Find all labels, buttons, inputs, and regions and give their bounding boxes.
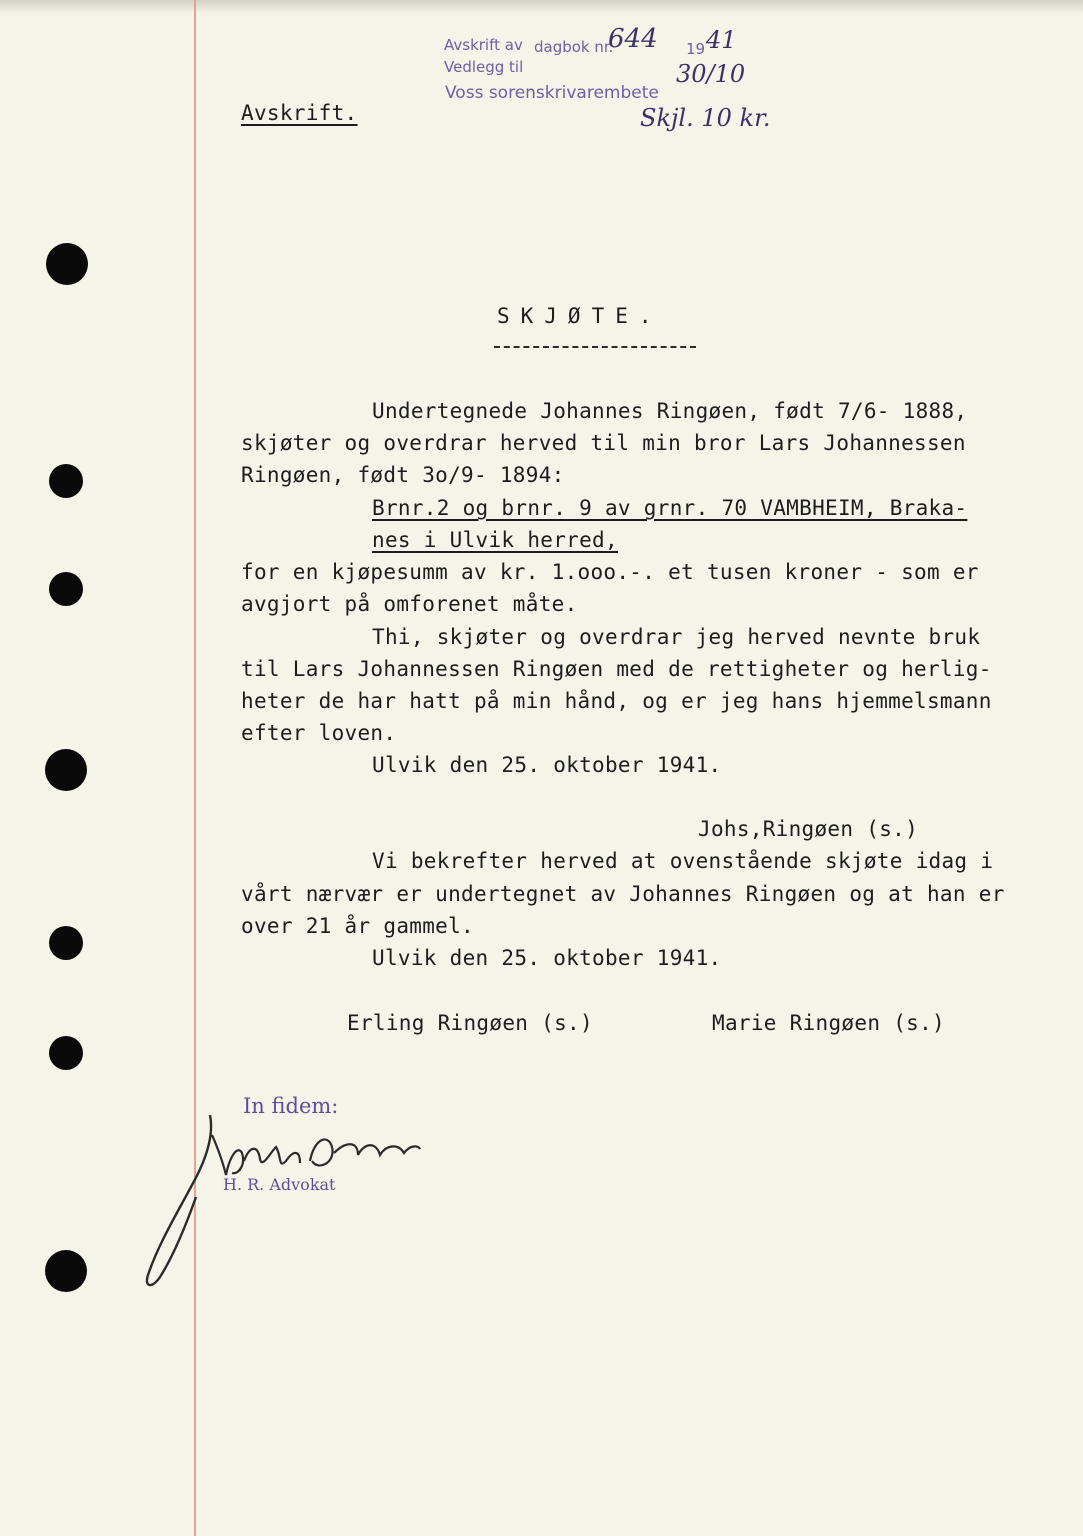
- signature-seller: Johs,Ringøen (s.): [698, 817, 919, 841]
- advokat-stamp: H. R. Advokat: [223, 1175, 336, 1194]
- handwritten-entry-number: 644: [608, 24, 658, 54]
- in-fidem-stamp: In fidem:: [243, 1094, 339, 1118]
- margin-line: [194, 0, 196, 1536]
- body-line: vårt nærvær er undertegnet av Johannes Ringøen og at han er: [241, 882, 1005, 906]
- document-heading: Avskrift.: [241, 101, 358, 125]
- signature-witness: Erling Ringøen (s.): [347, 1011, 593, 1035]
- signature-witness: Marie Ringøen (s.): [712, 1011, 945, 1035]
- stamp-avskrift-av: Avskrift av: [444, 36, 523, 54]
- property-description: Brnr.2 og brnr. 9 av grnr. 70 VAMBHEIM, Braka-: [372, 496, 968, 520]
- handwritten-date: 30/10: [676, 60, 746, 88]
- body-line: avgjort på omforenet måte.: [241, 592, 578, 616]
- body-line: heter de har hatt på min hånd, og er jeg hans hjemmelsmann: [241, 689, 992, 713]
- body-line: skjøter og overdrar herved til min bror Lars Johannessen: [241, 431, 966, 455]
- document-title: SKJØTE.: [497, 304, 663, 328]
- punch-hole: [49, 572, 83, 606]
- stamp-office: Voss sorenskrivarembete: [445, 83, 659, 103]
- body-line: over 21 år gammel.: [241, 914, 474, 938]
- stamp-vedlegg-til: Vedlegg til: [444, 58, 524, 76]
- handwritten-year: 41: [706, 26, 737, 54]
- property-description: nes i Ulvik herred,: [372, 528, 618, 552]
- date-line: Ulvik den 25. oktober 1941.: [372, 946, 722, 970]
- punch-hole: [45, 749, 87, 791]
- body-line: Thi, skjøter og overdrar jeg herved nevnte bruk: [372, 625, 981, 649]
- punch-hole: [49, 926, 83, 960]
- body-line: for en kjøpesumm av kr. 1.ooo.-. et tusen kroner - som er: [241, 560, 979, 584]
- body-line: efter loven.: [241, 721, 397, 745]
- title-underline: [494, 346, 696, 348]
- body-line: Vi bekrefter herved at ovenstående skjøte idag i: [372, 849, 994, 873]
- punch-hole: [45, 1250, 87, 1292]
- handwritten-fee: Skjl. 10 kr.: [640, 104, 771, 132]
- punch-hole: [46, 243, 88, 285]
- punch-hole: [49, 1036, 83, 1070]
- page-edge-shadow: [0, 0, 1083, 14]
- punch-hole: [49, 464, 83, 498]
- stamp-dagbok-nr: dagbok nr.: [534, 38, 614, 56]
- body-line: til Lars Johannessen Ringøen med de rettigheter og herlig-: [241, 657, 992, 681]
- handwritten-signature: [114, 1105, 434, 1295]
- body-line: Ringøen, født 3o/9- 1894:: [241, 463, 565, 487]
- date-line: Ulvik den 25. oktober 1941.: [372, 753, 722, 777]
- stamp-year-prefix: 19: [686, 40, 706, 58]
- body-line: Undertegnede Johannes Ringøen, født 7/6- 1888,: [372, 399, 968, 423]
